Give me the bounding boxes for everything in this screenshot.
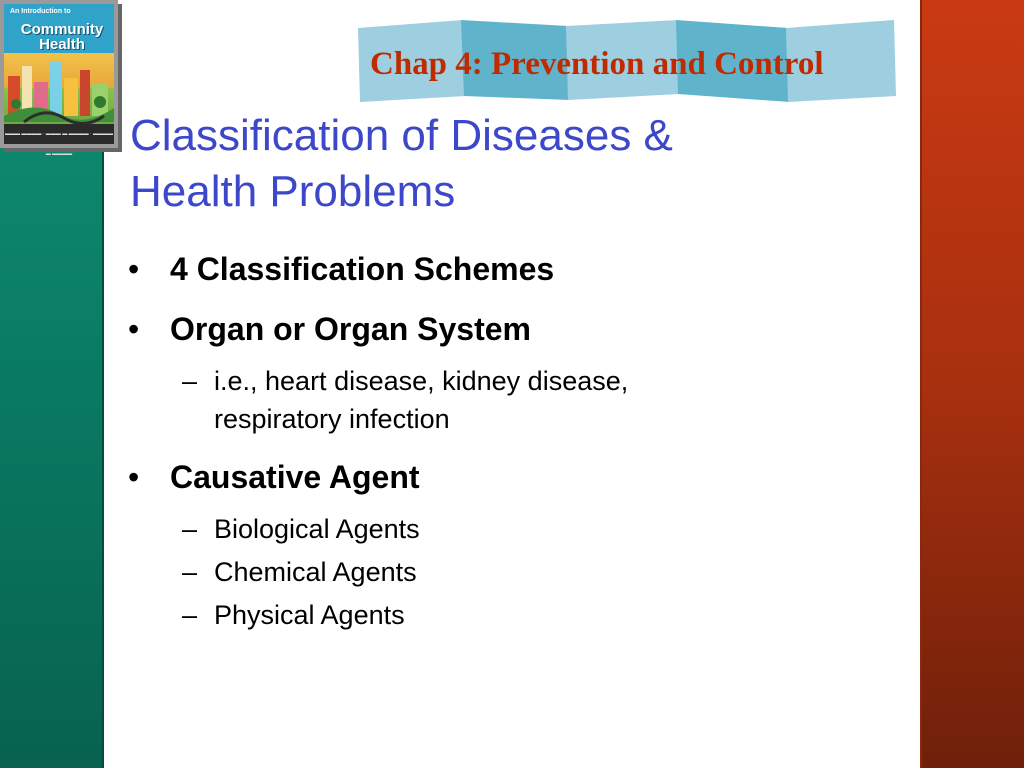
sub-bullet-item — [128, 362, 908, 438]
sub-bullet-item — [128, 553, 908, 591]
book-cover-authors: ▬▬▬ ▬▬▬▬ · ▬▬▬ ▬ ▬▬▬▬ · ▬▬▬▬ ▬ ▬▬▬▬ — [4, 124, 114, 144]
book-cover-city-illustration — [4, 56, 114, 122]
bullet-item — [128, 248, 908, 290]
book-cover-title — [12, 22, 112, 52]
bullet-icon: • — [128, 311, 140, 347]
book-cover-title-line1: Community — [20, 21, 104, 38]
dash-icon: – — [182, 514, 198, 544]
bullet-item — [128, 456, 908, 498]
sub-bullet-item — [128, 510, 908, 548]
book-cover-subtitle: An Introduction to — [10, 8, 71, 15]
bullet-text: 4 Classification Schemes — [170, 251, 555, 287]
chapter-title: Chap 4: Prevention and Control — [370, 46, 824, 82]
sub-bullet-text-line1: i.e., heart disease, kidney disease, — [214, 366, 629, 396]
sub-bullet-text-line2: respiratory infection — [214, 404, 450, 434]
bullet-item — [128, 308, 908, 350]
bullet-text: Causative Agent — [170, 459, 420, 495]
dash-icon: – — [182, 600, 198, 630]
sub-bullet-text: Physical Agents — [214, 600, 405, 630]
slide-title-line1: Classification of Diseases & — [130, 111, 673, 160]
right-accent-bar — [920, 0, 1024, 768]
slide-title-line2: Health Problems — [130, 167, 456, 216]
sub-bullet-text: Biological Agents — [214, 514, 420, 544]
bullet-icon: • — [128, 251, 140, 287]
book-cover-art — [4, 4, 114, 157]
bullet-icon: • — [128, 459, 140, 495]
book-cover-title-line2: Health — [39, 36, 85, 53]
sub-bullet-item — [128, 596, 908, 634]
book-cover-image — [0, 0, 118, 157]
dash-icon: – — [182, 366, 198, 396]
slide-title — [130, 108, 890, 220]
bullet-text: Organ or Organ System — [170, 311, 531, 347]
sub-bullet-text: Chemical Agents — [214, 557, 417, 587]
slide-content — [128, 248, 908, 645]
dash-icon: – — [182, 557, 198, 587]
